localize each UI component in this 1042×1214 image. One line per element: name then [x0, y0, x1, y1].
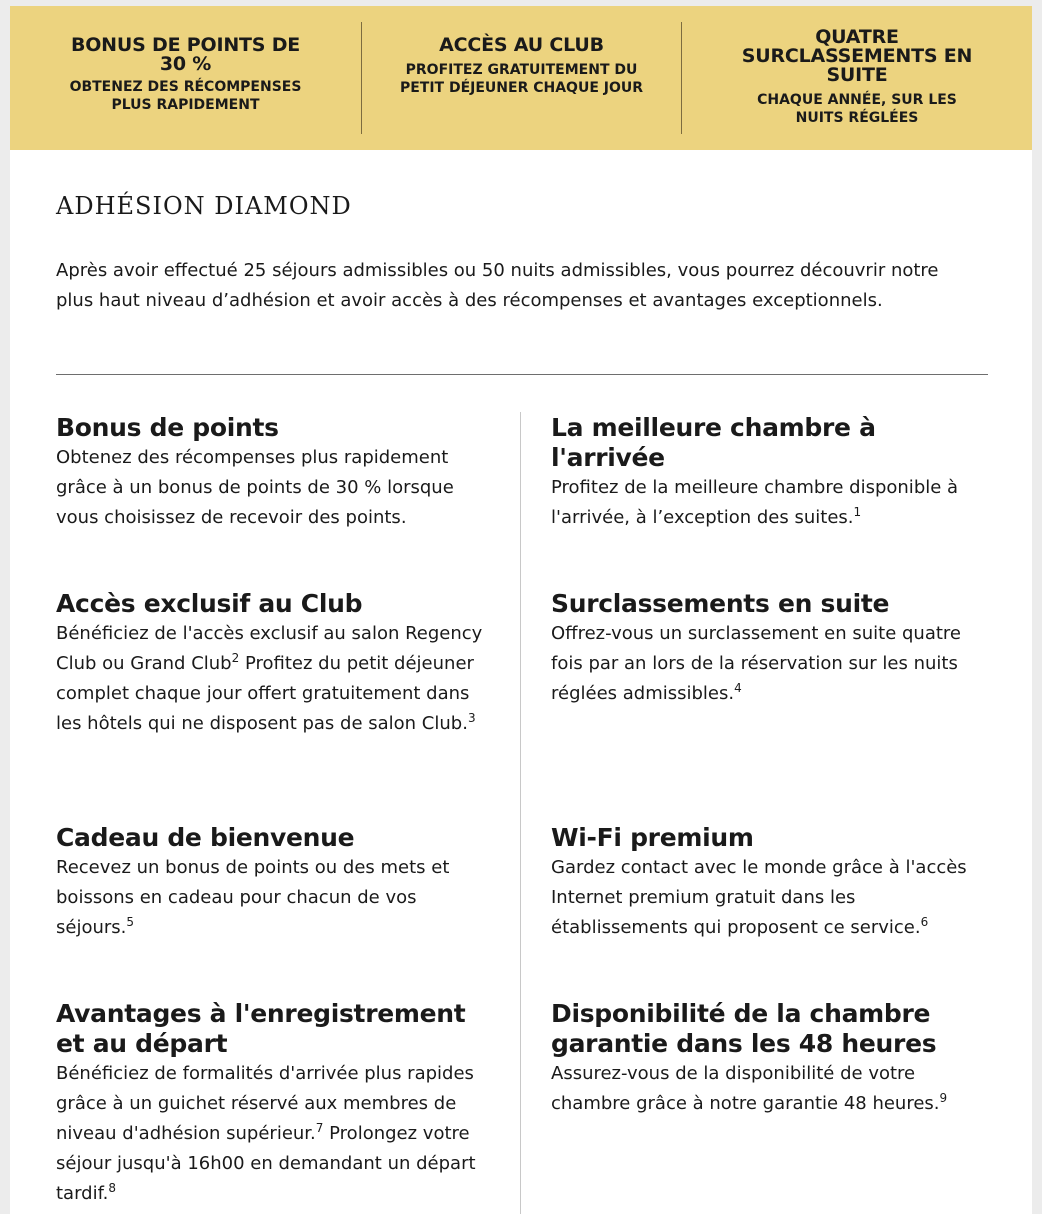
banner-subtitle: OBTENEZ DES RÉCOMPENSES PLUS RAPIDEMENT [69, 79, 302, 113]
banner-title: ACCÈS AU CLUB [439, 34, 604, 56]
footnote-marker[interactable]: 3 [467, 711, 476, 725]
benefit-text: Bénéficiez de formalités d'arrivée plus rapides grâce à un guichet réservé aux membres de niveau d'adhésion supérieur.$^7$ Prolongez votre séjour jusqu'à 16h00 en demandant un départ tardif.$^8$ [56, 1063, 476, 1204]
banner-subtitle: CHAQUE ANNÉE, SUR LES NUITS RÉGLÉES [757, 92, 957, 126]
benefit-title: Avantages à l'enregistrement et au départ [56, 999, 466, 1058]
footnote-marker[interactable]: 2 [231, 651, 240, 665]
benefit-text: Offrez-vous un surclassement en suite quatre fois par an lors de la réservation sur les nuits réglées admissibles.$^4$ [551, 623, 962, 704]
benefit-text: Assurez-vous de la disponibilité de votre chambre grâce à notre garantie 48 heures.$^9$ [551, 1063, 948, 1114]
banner-subtitle: PROFITEZ GRATUITEMENT DU PETIT DÉJEUNER CHAQUE JOUR [399, 62, 644, 96]
page [10, 6, 1032, 1214]
benefit-club-access [56, 589, 496, 739]
footnote-marker[interactable]: 7 [315, 1121, 324, 1135]
banner-item-points-bonus [10, 22, 361, 134]
horizontal-divider [56, 374, 988, 375]
banner-title: QUATRE SURCLASSEMENTS EN SUITE [741, 26, 973, 86]
benefit-text: Gardez contact avec le monde grâce à l'accès Internet premium gratuit dans les établissements qui proposent ce service.$^6$ [551, 857, 967, 938]
benefit-premium-wifi [551, 823, 991, 943]
benefit-title: La meilleure chambre à l'arrivée [551, 413, 876, 472]
benefit-points-bonus [56, 413, 496, 533]
benefit-welcome-gift [56, 823, 496, 943]
benefits-banner [10, 6, 1032, 150]
footnote-marker[interactable]: 1 [853, 505, 862, 519]
footnote-marker[interactable]: 8 [108, 1181, 116, 1195]
benefit-title: Cadeau de bienvenue [56, 823, 355, 852]
footnote-marker[interactable]: 9 [939, 1091, 948, 1105]
benefit-text: Bénéficiez de l'accès exclusif au salon Regency Club ou Grand Club$^2$ Profitez du petit déjeuner complet chaque jour offert gratuitement dans les hôtels qui ne disposent pas de salon Club.$^3$ [56, 623, 483, 734]
benefit-suite-upgrades [551, 589, 991, 709]
footnote-marker[interactable]: 6 [920, 915, 929, 929]
benefit-title: Surclassements en suite [551, 589, 890, 618]
benefit-title: Bonus de points [56, 413, 279, 442]
section-intro: Après avoir effectué 25 séjours admissibles ou 50 nuits admissibles, vous pourrez découvrir notre plus haut niveau d’adhésion et avoir accès à des récompenses et avantages exceptionnels. [56, 260, 939, 311]
footnote-marker[interactable]: 4 [734, 681, 742, 695]
benefit-text: Profitez de la meilleure chambre disponible à l'arrivée, à l’exception des suites.$^1$ [551, 477, 959, 528]
benefit-text: Obtenez des récompenses plus rapidement grâce à un bonus de points de 30 % lorsque vous choisissez de recevoir des points. [56, 447, 454, 528]
footnote-marker[interactable]: 5 [126, 915, 135, 929]
benefit-best-room [551, 413, 991, 533]
section-title: ADHÉSION DIAMOND [56, 192, 352, 220]
benefit-title: Wi-Fi premium [551, 823, 754, 852]
benefit-title: Disponibilité de la chambre garantie dans les 48 heures [551, 999, 937, 1058]
banner-title: BONUS DE POINTS DE 30 % [70, 34, 301, 75]
banner-item-club-access [361, 22, 681, 134]
benefit-checkin-checkout [56, 999, 496, 1209]
banner-item-suite-upgrades [681, 22, 1032, 134]
benefit-48h-guarantee [551, 999, 991, 1119]
column-divider [520, 412, 521, 1214]
benefit-text: Recevez un bonus de points ou des mets et boissons en cadeau pour chacun de vos séjours.$^5$ [56, 857, 450, 938]
benefit-title: Accès exclusif au Club [56, 589, 363, 618]
